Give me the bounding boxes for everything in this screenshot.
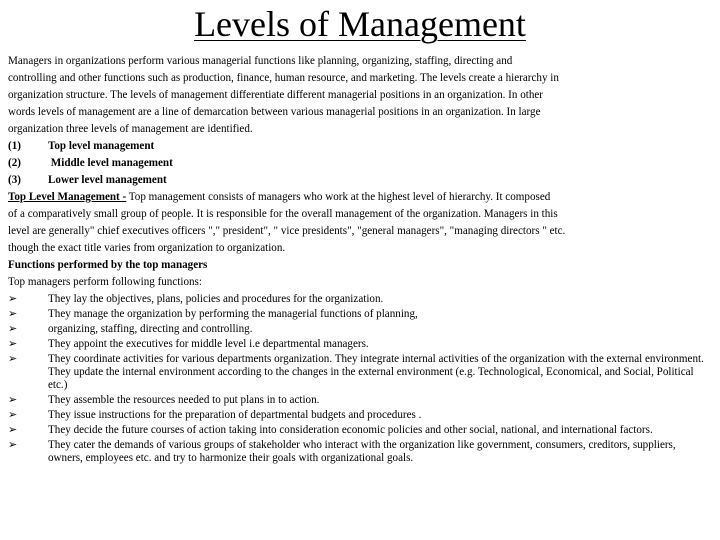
bullet-item — [8, 424, 712, 437]
intro-line: organization three levels of management are identified. — [8, 123, 253, 135]
level-label: Middle level management — [48, 157, 173, 169]
intro-line: words levels of management are a line of demarcation between various managerial positions in an organization. In large — [8, 106, 541, 118]
arrow-bullet-icon: ➢ — [8, 409, 18, 421]
bullet-item — [8, 409, 712, 422]
arrow-bullet-icon: ➢ — [8, 293, 18, 305]
bullet-text: They cater the demands of various groups of stakeholder who interact with the organization like government, consumers, creditors, suppliers, owners, employees etc. and try to harmonize their goals with organizational goals. — [48, 439, 676, 464]
intro-line: organization structure. The levels of management differentiate different managerial positions in an organization. In other — [8, 89, 543, 101]
top-level-paragraph-line: though the exact title varies from organization to organization. — [8, 242, 286, 254]
level-item-middle — [8, 155, 712, 172]
top-level-paragraph-line: level are generally" chief executives officers "," president", " vice presidents", "general managers", "managing directors " etc. — [8, 225, 566, 237]
top-level-heading: Top Level Management - — [8, 191, 127, 203]
slide-body — [8, 53, 712, 467]
bullet-item — [8, 323, 712, 336]
bullet-item — [8, 338, 712, 351]
arrow-bullet-icon: ➢ — [8, 394, 18, 406]
bullet-text: organizing, staffing, directing and controlling. — [48, 323, 253, 335]
bullet-text: They coordinate activities for various departments organization. They integrate internal activities of the organization with the external environment. They update the internal environment according to the changes in the external environment (e.g. Technological, Economical, and Social, Political etc.) — [48, 353, 704, 391]
top-level-text: Top management consists of managers who work at the highest level of hierarchy. It composed — [126, 191, 551, 203]
level-number: (2) — [8, 157, 21, 169]
functions-heading: Functions performed by the top managers — [8, 259, 208, 271]
bullet-text: They appoint the executives for middle level i.e departmental managers. — [48, 338, 369, 350]
level-label: Top level management — [48, 140, 155, 152]
bullet-text: They issue instructions for the preparation of departmental budgets and procedures . — [48, 409, 422, 421]
top-level-paragraph-line — [8, 189, 712, 206]
level-number: (1) — [8, 140, 21, 152]
top-level-paragraph-line: of a comparatively small group of people. It is responsible for the overall management of the organization. Managers in this — [8, 208, 558, 220]
arrow-bullet-icon: ➢ — [8, 338, 18, 350]
bullet-item — [8, 308, 712, 321]
bullet-text: They manage the organization by performing the managerial functions of planning, — [48, 308, 418, 320]
bullet-text: They lay the objectives, plans, policies and procedures for the organization. — [48, 293, 384, 305]
level-item-top — [8, 138, 712, 155]
arrow-bullet-icon: ➢ — [8, 323, 18, 335]
bullet-item — [8, 353, 712, 392]
bullet-text: They assemble the resources needed to put plans in to action. — [48, 394, 320, 406]
level-label: Lower level management — [48, 174, 167, 186]
arrow-bullet-icon: ➢ — [8, 439, 18, 451]
arrow-bullet-icon: ➢ — [8, 353, 18, 365]
intro-line: controlling and other functions such as production, finance, human resource, and marketing. The levels create a hierarchy in — [8, 72, 559, 84]
intro-line: Managers in organizations perform various managerial functions like planning, organizing, staffing, directing and — [8, 55, 513, 67]
bullet-text: They decide the future courses of action taking into consideration economic policies and other social, national, and international factors. — [48, 424, 653, 436]
arrow-bullet-icon: ➢ — [8, 308, 18, 320]
functions-intro: Top managers perform following functions: — [8, 276, 202, 288]
slide-title: Levels of Management — [194, 4, 526, 44]
bullet-item — [8, 439, 712, 465]
level-item-lower — [8, 172, 712, 189]
level-number: (3) — [8, 174, 21, 186]
arrow-bullet-icon: ➢ — [8, 424, 18, 436]
bullet-item — [8, 293, 712, 306]
bullet-item — [8, 394, 712, 407]
